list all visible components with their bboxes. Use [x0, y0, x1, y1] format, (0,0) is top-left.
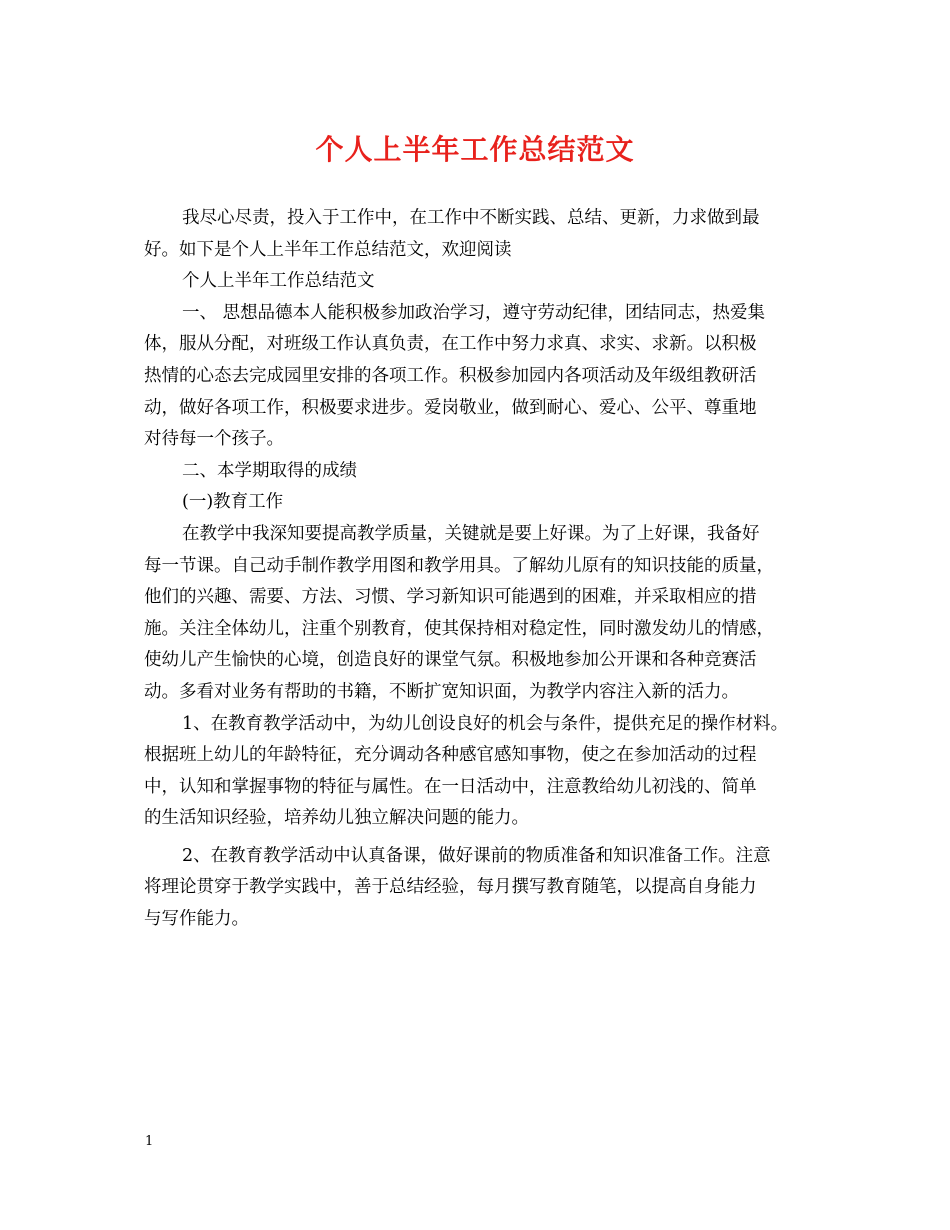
text-line: 施。关注全体幼儿，注重个别教育，使其保持相对稳定性，同时激发幼儿的情感，	[144, 618, 774, 639]
text-line: 他们的兴趣、需要、方法、习惯、学习新知识可能遇到的困难，并采取相应的措	[144, 587, 757, 608]
document-body	[144, 203, 824, 936]
text-line: 中，认知和掌握事物的特征与属性。在一日活动中，注意教给幼儿初浅的、简单	[144, 776, 757, 797]
text-line: 1、在教育教学活动中，为幼儿创设良好的机会与条件，提供充足的操作材料。	[182, 713, 789, 734]
text-line: 二、本学期取得的成绩	[182, 460, 357, 481]
text-line: 对待每一个孩子。	[144, 429, 284, 450]
text-line: 动。多看对业务有帮助的书籍，不断扩宽知识面，为教学内容注入新的活力。	[144, 681, 739, 702]
text-line: 个人上半年工作总结范文	[182, 271, 375, 292]
text-line: 动，做好各项工作，积极要求进步。爱岗敬业，做到耐心、爱心、公平、尊重地	[144, 397, 757, 418]
page-number: 1	[145, 1134, 154, 1149]
text-line: 好。如下是个人上半年工作总结范文，欢迎阅读	[144, 239, 512, 260]
text-line: (一)教育工作	[182, 492, 284, 513]
text-line: 的生活知识经验，培养幼儿独立解决问题的能力。	[144, 808, 529, 829]
text-line: 将理论贯穿于教学实践中，善于总结经验，每月撰写教育随笔，以提高自身能力	[144, 877, 757, 898]
text-line: 每一节课。自己动手制作教学用图和教学用具。了解幼儿原有的知识技能的质量，	[144, 555, 774, 576]
text-line: 热情的心态去完成园里安排的各项工作。积极参加园内各项活动及年级组教研活	[144, 365, 757, 386]
text-line: 根据班上幼儿的年龄特征，充分调动各种感官感知事物，使之在参加活动的过程	[144, 745, 757, 766]
text-line: 体，服从分配，对班级工作认真负责，在工作中努力求真、求实、求新。以积极	[144, 334, 757, 355]
document-title: 个人上半年工作总结范文	[315, 133, 635, 166]
text-line: 使幼儿产生愉快的心境，创造良好的课堂气氛。积极地参加公开课和各种竞赛活	[144, 650, 757, 671]
text-line: 我尽心尽责，投入于工作中，在工作中不断实践、总结、更新，力求做到最	[182, 208, 760, 228]
text-line: 与写作能力。	[144, 909, 249, 930]
text-line: 2、在教育教学活动中认真备课，做好课前的物质准备和知识准备工作。注意	[182, 845, 771, 866]
text-line: 一、 思想品德本人能积极参加政治学习，遵守劳动纪律，团结同志，热爱集	[182, 302, 766, 323]
text-line: 在教学中我深知要提高教学质量，关键就是要上好课。为了上好课，我备好	[182, 523, 760, 544]
